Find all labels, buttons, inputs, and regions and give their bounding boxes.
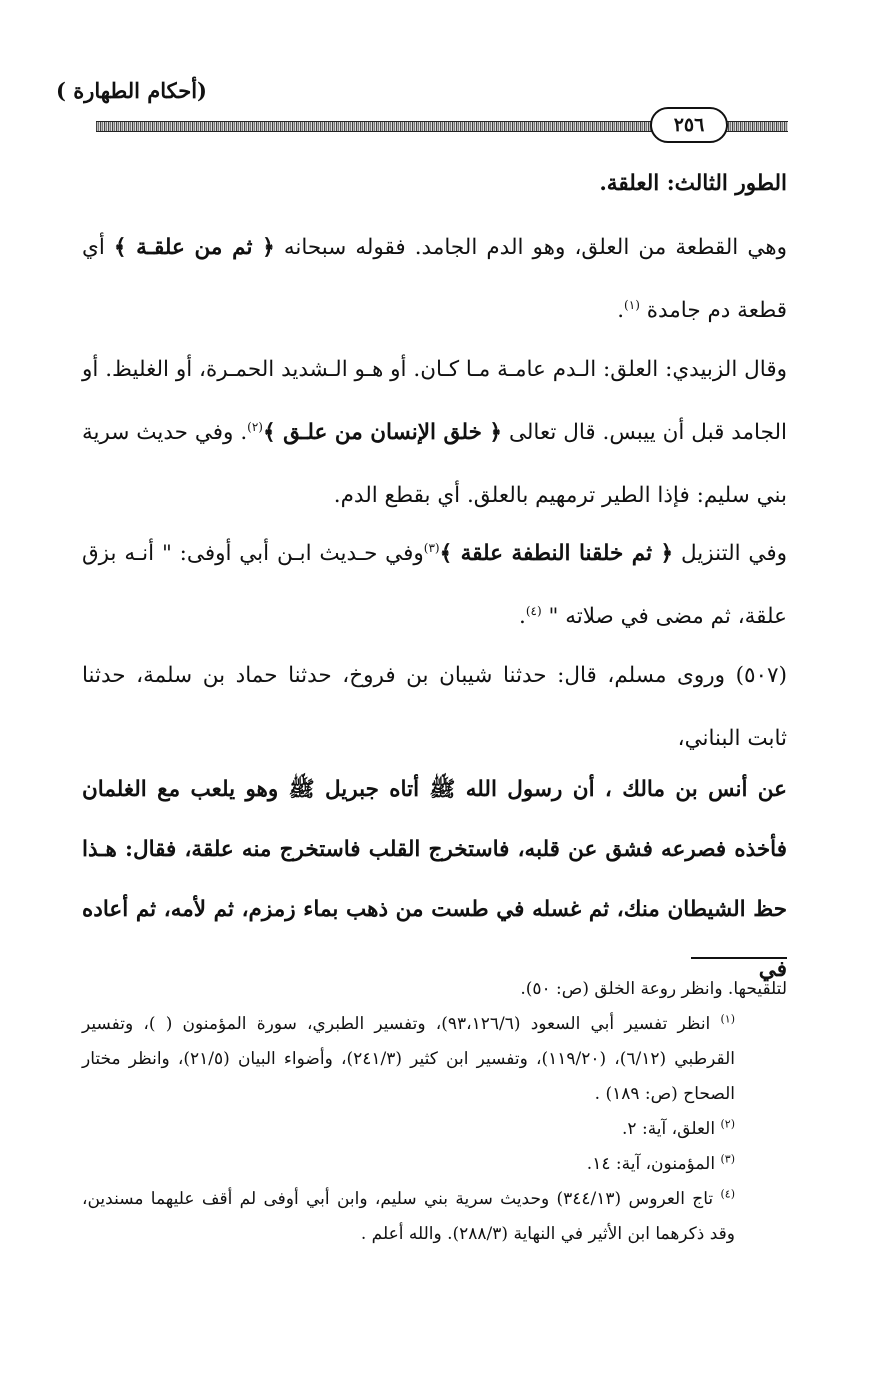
footnote-text: لتلقيحها. وانظر روعة الخلق (ص: ٥٠). — [520, 979, 787, 999]
paragraph-zabidi — [82, 338, 787, 527]
paragraph-text: وفي التنزيل — [680, 541, 788, 566]
paragraph-text: أي قطعة دم جامدة — [82, 235, 787, 323]
footnote-text: تاج العروس (٣٤٤/١٣) وحديث سرية بني سليم، وابن أبي أوفى لم أقف عليهما مسندين، وقد ذكرهما ابن الأثير في النهاية (٢٨٨/٣). والله أعلم . — [82, 1189, 735, 1244]
footnote-continued — [82, 972, 787, 1007]
paragraph-definition: وهي القطعة من العلق، وهو الدم الجامد. فقوله سبحانه ﴿ ثم من علقـة ﴾ أي قطعة دم جامدة $^{(١)}$. — [82, 235, 787, 323]
footnote-ref: (٣) — [423, 540, 440, 555]
paragraph-text: وهي القطعة من العلق، وهو الدم الجامد. فقوله سبحانه — [283, 235, 787, 260]
paragraph-text: (٥٠٧) وروى مسلم، قال: حدثنا شيبان بن فروخ، حدثنا حماد بن سلمة، حدثنا ثابت البناني، — [82, 663, 787, 751]
quran-quote: ﴿ خلق الإنسان من علـق ﴾ — [262, 420, 503, 445]
paragraph-isnad — [82, 644, 787, 770]
footnote-text: انظر تفسير أبي السعود (٩٣،١٢٦/٦)، وتفسير الطبري، سورة المؤمنون ( )، وتفسير القرطبي (٦/١٢)، (١١٩/٢٠)، وتفسير ابن كثير (٢٤١/٣)، وأضواء البيان (٢١/٥)، وانظر مختار الصحاح (ص: ١٨٩) . — [82, 1014, 736, 1104]
footnote-number: (١) — [720, 1012, 735, 1026]
paragraph-text: وفي حـديث ابـن أبي أوفى: " أنـه بزق علقة، ثم مضى في صلاته " — [82, 541, 787, 629]
hadith-text — [82, 760, 787, 1000]
paragraph-text: وقال الزبيدي: العلق: الـدم عامـة مـا كـان. أو هـو الـشديد الحمـرة، أو الغليظ. أو الجامد قبل أن ييبس. قال تعالى — [82, 357, 787, 445]
footnote-ref: (٢) — [247, 419, 263, 434]
footnote-3 — [82, 1147, 787, 1182]
footnote-separator — [691, 957, 787, 959]
quran-quote: ﴿ ثم من علقـة ﴾ — [113, 235, 275, 260]
footnote-text: المؤمنون، آية: ١٤. — [586, 1154, 716, 1174]
hadith-body: عن أنس بن مالك ، أن رسول الله ﷺ أتاه جبريل ﷺ وهو يلعب مع الغلمان فأخذه فصرعه فشق عن قلبه، فاستخرج القلب فاستخرج منه علقة، فقال: هـذا حظ الشيطان منك، ثم غسله في طست من ذهب بماء زمزم، ثم لأمه، ثم أعاده في — [82, 777, 787, 982]
paragraph-tanzil: وفي التنزيل ﴿ ثم خلقنا النطفة علقة ﴾$^{(٣)}$وفي حـديث ابـن أبي أوفى: " أنـه بزق علقة، ثم مضى في صلاته " $^{(٤)}$. — [82, 540, 788, 629]
paragraph-text: . وفي حديث سرية بني سليم: فإذا الطير ترمهيم بالعلق. أي بقطع الدم. — [82, 420, 787, 508]
quran-quote: ﴿ ثم خلقنا النطفة علقة ﴾ — [439, 541, 674, 566]
book-title: (أحكام الطهارة ) — [56, 78, 207, 103]
page-number: ٢٥٦ — [650, 107, 728, 143]
footnote-number: (٢) — [720, 1117, 735, 1131]
section-heading-text: الطور الثالث: العلقة. — [599, 171, 787, 196]
footnote-ref: (١) — [624, 297, 640, 312]
footnote-4 — [82, 1182, 787, 1252]
footnotes — [82, 972, 787, 1252]
footnote-ref: (٤) — [525, 603, 542, 618]
footnote-number: (٣) — [720, 1152, 735, 1166]
footnote-text: العلق، آية: ٢. — [622, 1119, 716, 1139]
section-heading — [82, 152, 787, 215]
footnote-2 — [82, 1112, 787, 1147]
footnote-1 — [82, 1007, 787, 1112]
footnote-number: (٤) — [720, 1187, 735, 1201]
